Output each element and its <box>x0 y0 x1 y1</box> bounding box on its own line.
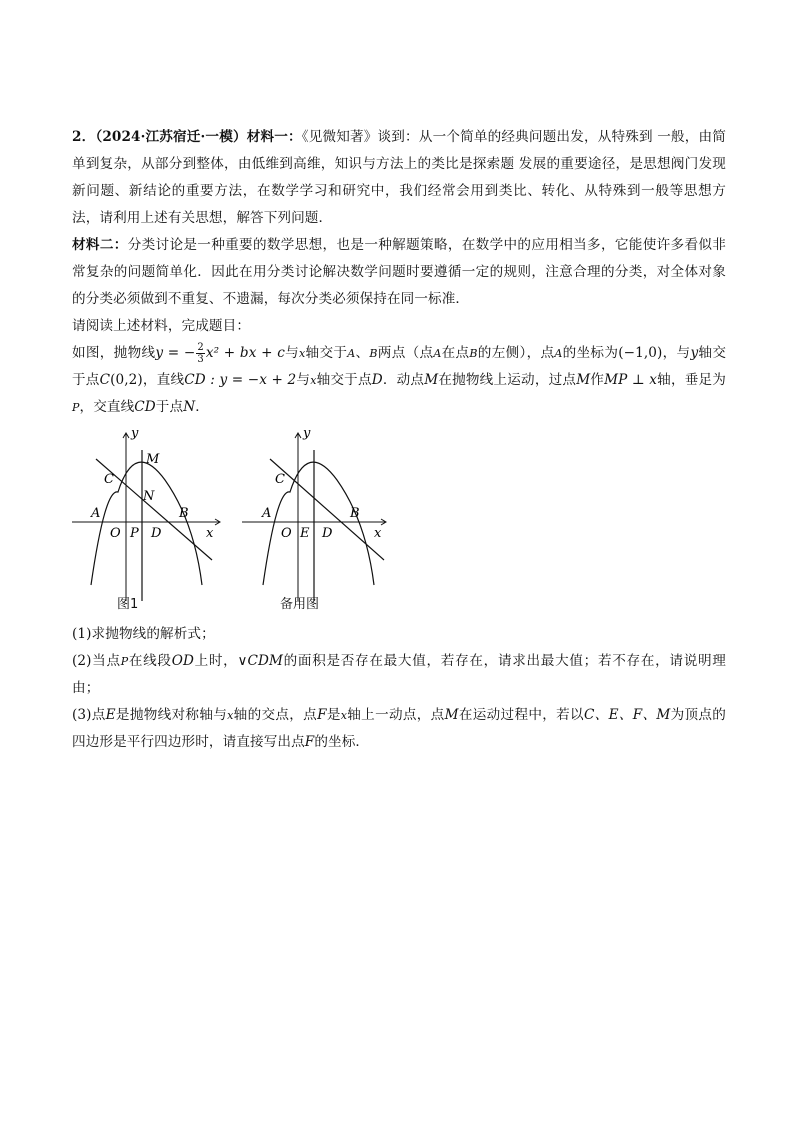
math-coord-C: (0,2) <box>110 372 143 388</box>
math-triangle-CDM: ∨CDM <box>237 653 284 669</box>
stem-text: ．动点 <box>382 372 425 388</box>
figure-2-diagram <box>242 425 402 601</box>
material1-label: 材料一： <box>246 129 302 145</box>
figure-2 <box>242 425 402 612</box>
math-coord-A: (−1,0) <box>618 345 663 361</box>
problem-content <box>72 124 726 756</box>
question-2 <box>72 648 726 702</box>
label-M: M <box>146 452 160 467</box>
material2-label: 材料二： <box>72 237 128 253</box>
label-B: B <box>350 506 360 521</box>
label-D: D <box>322 526 333 541</box>
math-eq: = − <box>163 345 196 361</box>
math-F: F <box>304 734 315 750</box>
problem-header <box>72 124 726 232</box>
q3-text: 是 <box>326 707 341 723</box>
math-N: N <box>183 399 196 415</box>
material1-text: 《见微知著》谈到：从一个简单的经典问题出发，从特殊到 一般，由简单到复杂，从部分到整体，由低维到高维，知识与方法上的类比是探索题 发展的重要途径，是思想阀门发现新问题、新结论的重要方法，在数学学习和研究中，我们经常会用到类比、转化、从特殊到一般等思想方法，请利用上述有关思想，解答下列问题． <box>72 129 726 226</box>
figure-1-caption: 图1 <box>117 597 139 612</box>
math-x: x <box>299 347 306 360</box>
instruction: 请阅读上述材料，完成题目： <box>72 318 251 334</box>
math-D: D <box>371 372 383 388</box>
label-D: D <box>151 526 162 541</box>
q3-text: 轴上一动点，点 <box>347 707 445 723</box>
stem-text: 轴交于 <box>305 345 348 361</box>
stem-text: 轴，垂足为 <box>657 372 726 388</box>
q2-text: 的面积是否存在最大值，若存在，请求出最大值；若不存在，请说明理由； <box>72 653 726 696</box>
math-CEFM: C、E、F、M <box>583 707 671 723</box>
label-C: C <box>104 472 114 487</box>
figure-2-caption: 备用图 <box>280 597 320 612</box>
stem-text: ，交直线 <box>79 399 135 415</box>
math-parabola-rest: x² + bx + c <box>205 345 285 361</box>
math-B: B <box>369 347 378 360</box>
math-P: P <box>120 655 129 668</box>
stem-text: 轴交于点 <box>72 345 727 388</box>
q3-text: (3)点 <box>72 707 106 723</box>
stem-text: ，直线 <box>142 372 185 388</box>
math-A: A <box>554 347 563 360</box>
math-CD: CD <box>134 399 156 415</box>
fraction-denominator: 3 <box>197 354 204 365</box>
math-F: F <box>317 707 327 723</box>
math-M: M <box>576 372 591 388</box>
label-E: E <box>300 526 310 541</box>
fraction <box>196 342 204 365</box>
stem-text: 轴交于点 <box>316 372 372 388</box>
math-B: B <box>469 347 478 360</box>
label-x: x <box>374 526 382 541</box>
q2-text: 上时， <box>193 653 238 669</box>
q3-text: 是抛物线对称轴与 <box>115 707 228 723</box>
q3-text: 轴的交点，点 <box>233 707 318 723</box>
label-A: A <box>262 506 272 521</box>
math-OD: OD <box>171 653 194 669</box>
math-P: P <box>72 401 80 414</box>
math-x: x <box>340 709 348 722</box>
label-B: B <box>179 506 189 521</box>
math-E: E <box>105 707 116 723</box>
stem-text: 、 <box>355 345 370 361</box>
math-y: y <box>155 345 164 361</box>
question-3 <box>72 702 726 756</box>
math-C: C <box>99 372 111 388</box>
label-A: A <box>91 506 101 521</box>
math-MP-perp: MP ⊥ x <box>604 372 658 388</box>
material2-text: 分类讨论是一种重要的数学思想，也是一种解题策略，在数学中的应用相当多，它能使许多看似非常复杂的问题简单化．因此在用分类讨论解决数学问题时要遵循一定的规则，注意合理的分类，对全体对象的分类必须做到不重复、不遗漏，每次分类必须保持在同一标准． <box>72 237 727 307</box>
q3-text: 在运动过程中，若以 <box>458 707 584 723</box>
stem-text: 作 <box>590 372 605 388</box>
problem-number: 2． <box>72 129 96 145</box>
math-line-CD: CD : y = −x + 2 <box>184 372 297 388</box>
label-x: x <box>206 526 214 541</box>
figure-1-diagram <box>72 425 232 601</box>
q2-text: (2)当点 <box>72 653 121 669</box>
material2-paragraph <box>72 232 726 313</box>
question-1: (1)求抛物线的解析式； <box>72 626 215 642</box>
label-O: O <box>281 526 292 541</box>
math-A: A <box>433 347 442 360</box>
label-O: O <box>110 526 121 541</box>
problem-source: （2024·江苏宿迁·一模） <box>95 129 247 145</box>
label-C: C <box>275 472 285 487</box>
stem-text: ． <box>195 399 209 415</box>
q2-text: 在线段 <box>128 653 172 669</box>
label-y: y <box>303 426 311 441</box>
q3-text: 为顶点的四边形是平行四边形时，请直接写出点 <box>72 707 727 750</box>
stem-text: 如图，抛物线 <box>72 345 156 361</box>
math-M: M <box>444 707 459 723</box>
fraction-numerator: 2 <box>197 342 204 353</box>
stem-text: 与 <box>284 345 300 361</box>
figures <box>72 425 726 621</box>
q3-text: 的坐标． <box>314 734 370 750</box>
line-CD <box>270 459 384 560</box>
math-M: M <box>424 372 439 388</box>
label-P: P <box>130 526 139 541</box>
stem-text: ，与 <box>662 345 691 361</box>
label-N: N <box>143 489 155 504</box>
label-y: y <box>131 426 139 441</box>
math-y: y <box>690 345 699 361</box>
stem-text: 两点（点 <box>377 345 434 361</box>
math-x: x <box>310 374 317 387</box>
stem-text: 于点 <box>155 399 184 415</box>
stem-text: 在抛物线上运动，过点 <box>438 372 577 388</box>
stem-text: 与 <box>296 372 311 388</box>
figure-1 <box>72 425 232 612</box>
stem-text: 的左侧），点 <box>477 345 555 361</box>
stem-text: 在点 <box>441 345 470 361</box>
math-x: x <box>227 709 234 722</box>
stem-text: 的坐标为 <box>562 345 619 361</box>
math-A: A <box>347 347 356 360</box>
problem-stem <box>72 340 726 421</box>
